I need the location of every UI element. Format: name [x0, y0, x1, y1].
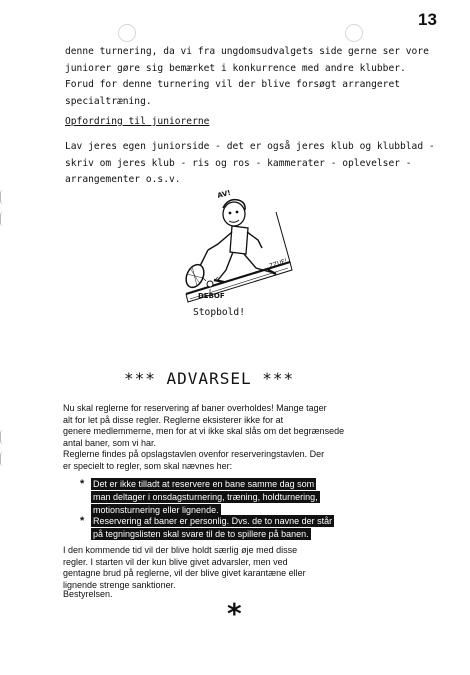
- text-line: skriv om jeres klub - ris og ros - kammerater - oplevelser -: [65, 157, 412, 169]
- warning-paragraph: [63, 403, 344, 449]
- cartoon-sound-effect: DEBOF: [198, 292, 225, 300]
- signature: Bestyrelsen.: [63, 589, 113, 599]
- article-top-paragraph: [65, 44, 429, 110]
- text-line: I den kommende tid vil der blive holdt særlig øje med disse: [63, 545, 298, 555]
- text-line: regler. I starten vil der kun blive givet advarsler, men ved: [63, 556, 288, 567]
- text-line: juniorer gøre sig bemærket i konkurrence med andre klubber.: [65, 62, 406, 74]
- warning-paragraph: [63, 449, 324, 472]
- tennis-cartoon-illustration: [178, 182, 298, 304]
- text-line: specialtræning.: [65, 95, 152, 107]
- text-line: Forud for denne turnering vil der blive forsøgt arrangeret: [65, 79, 401, 90]
- punch-hole: [345, 24, 363, 42]
- text-line: Reglerne findes på opslagstavlen ovenfor reserveringstavlen. Der: [63, 449, 325, 459]
- warning-title: *** ADVARSEL ***: [124, 369, 295, 388]
- binding-mark: [0, 212, 6, 226]
- warning-paragraph: [63, 545, 306, 591]
- text-line: arrangementer o.s.v.: [65, 174, 181, 185]
- text-line: på tegningslisten skal svare til de to spillere på banen.: [93, 529, 309, 539]
- binding-mark: [0, 190, 6, 204]
- text-line: lignende strenge sanktioner.: [63, 579, 176, 590]
- text-line: man deltager i onsdagsturnering, træning, holdturnering,: [93, 492, 318, 502]
- cartoon-sound-effect: ZZUF!: [268, 257, 289, 270]
- binding-mark: [0, 430, 6, 444]
- rule-text-highlighted: [91, 478, 320, 517]
- text-line: er specielt to regler, som skal nævnes her:: [63, 460, 233, 471]
- text-line: antal baner, som vi har.: [63, 437, 157, 448]
- rule-bullet: *: [80, 478, 85, 490]
- text-line: genere medlemmerne, men for at vi ikke skal slås om det begrænsede: [63, 426, 345, 437]
- junior-section-heading: Opfordring til juniorerne: [65, 116, 210, 127]
- punch-hole: [118, 24, 136, 42]
- page-number: 13: [418, 10, 437, 29]
- cartoon-caption: Stopbold!: [193, 307, 245, 318]
- text-line: Reservering af baner er personlig. Dvs. de to navne der står: [93, 516, 333, 526]
- text-line: Lav jeres egen juniorside - det er også jeres klub og klubblad -: [65, 141, 435, 152]
- rule-bullet: *: [80, 515, 85, 527]
- rule-text-highlighted: [91, 515, 334, 541]
- end-mark: *: [227, 597, 242, 630]
- text-line: alt for let på disse regler. Reglerne eksisterer ikke for at: [63, 414, 284, 425]
- text-line: denne turnering, da vi fra ungdomsudvalgets side gerne ser vore: [65, 46, 429, 57]
- text-line: gentagne brud på reglerne, vil der blive givet karantæne eller: [63, 568, 306, 579]
- cartoon-exclamation: AV!: [216, 188, 232, 200]
- text-line: motionsturnering eller lignende.: [93, 505, 219, 515]
- text-line: Nu skal reglerne for reservering af baner overholdes! Mange tager: [63, 403, 327, 413]
- binding-mark: [0, 452, 6, 466]
- text-line: Det er ikke tilladt at reservere en bane samme dag som: [93, 479, 315, 489]
